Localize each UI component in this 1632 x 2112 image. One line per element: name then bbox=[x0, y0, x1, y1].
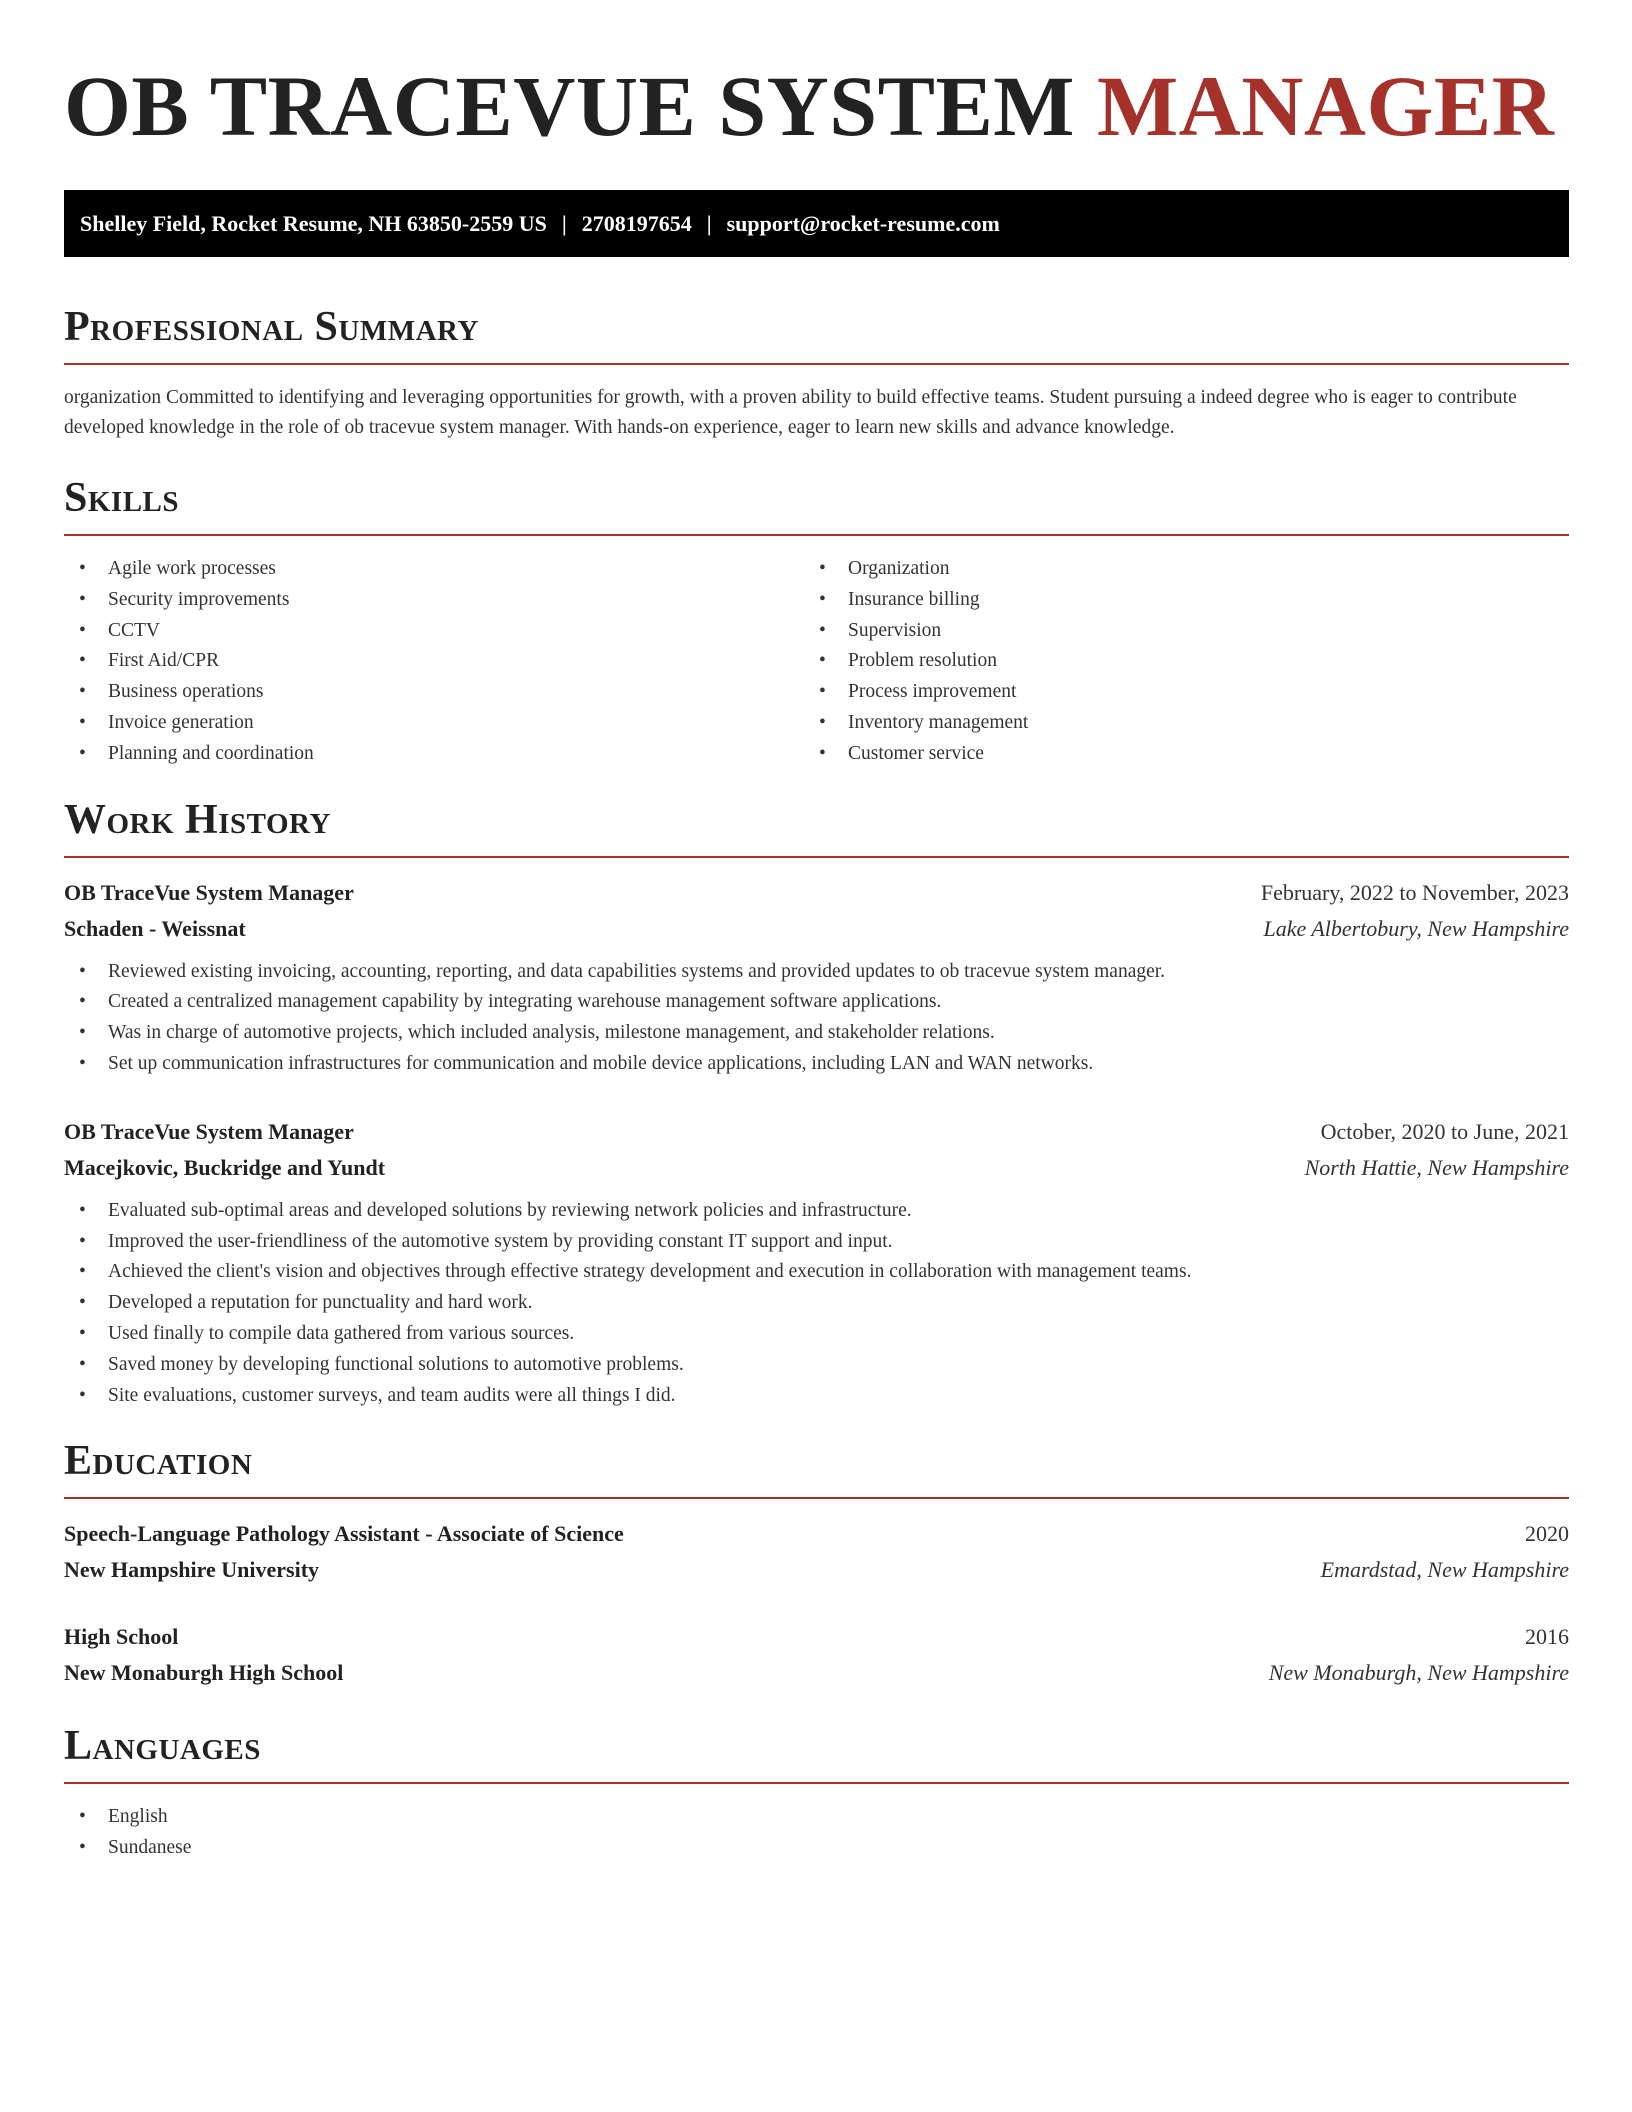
job-company: Schaden - Weissnat bbox=[64, 915, 246, 941]
skill-item: • Insurance billing bbox=[804, 585, 1544, 616]
skill-item: • Agile work processes bbox=[64, 554, 804, 585]
education-school-row bbox=[64, 1655, 1569, 1691]
title-accent: MANAGER bbox=[1096, 58, 1555, 154]
job-location: North Hattie, New Hampshire bbox=[1304, 1154, 1569, 1180]
contact-address: Shelley Field, Rocket Resume, NH 63850-2559 US bbox=[80, 210, 547, 236]
work-history-heading: Work History bbox=[64, 796, 1569, 858]
skill-item: • Business operations bbox=[64, 677, 804, 708]
job-bullet: • Set up communication infrastructures for communication and mobile device applications, including LAN and WAN networks. bbox=[64, 1049, 1569, 1080]
education-school-row bbox=[64, 1552, 1569, 1588]
job-bullet: • Used finally to compile data gathered from various sources. bbox=[64, 1319, 1569, 1350]
education-header-row bbox=[64, 1516, 1569, 1552]
summary-text: organization Committed to identifying and leveraging opportunities for growth, with a proven ability to build effective teams. Student pursuing a indeed degree who is eager to contribute developed knowledge in the role of ob tracevue system manager. With hands-on experience, eager to learn new skills and advance knowledge. bbox=[64, 387, 1517, 438]
job-dates: February, 2022 to November, 2023 bbox=[1260, 879, 1569, 905]
job-bullets bbox=[64, 957, 1569, 1080]
languages-list bbox=[64, 1802, 1569, 1864]
skill-item: • Security improvements bbox=[64, 585, 804, 616]
skill-item: • Organization bbox=[804, 554, 1544, 585]
education-entry bbox=[64, 1619, 1569, 1691]
job-header-row bbox=[64, 875, 1569, 911]
education-entry bbox=[64, 1516, 1569, 1588]
education-school: New Hampshire University bbox=[64, 1557, 320, 1583]
skill-item: • Invoice generation bbox=[64, 708, 804, 739]
education-degree: High School bbox=[64, 1624, 179, 1650]
skill-item: • Supervision bbox=[804, 616, 1544, 647]
job-bullet: • Created a centralized management capability by integrating warehouse management software applications. bbox=[64, 987, 1569, 1018]
resume-page bbox=[64, 0, 1569, 1864]
job-entry bbox=[64, 1114, 1569, 1412]
job-dates: October, 2020 to June, 2021 bbox=[1320, 1118, 1569, 1144]
skills-grid bbox=[64, 554, 1569, 770]
job-title: OB TraceVue System Manager bbox=[64, 1118, 354, 1144]
skill-item: • Inventory management bbox=[804, 708, 1544, 739]
resume-title bbox=[64, 56, 1569, 156]
education-location: Emardstad, New Hampshire bbox=[1320, 1557, 1569, 1583]
job-bullet: • Developed a reputation for punctuality and hard work. bbox=[64, 1288, 1569, 1319]
education-school: New Monaburgh High School bbox=[64, 1660, 344, 1686]
job-bullet: • Achieved the client's vision and objectives through effective strategy development and execution in collaboration with management teams. bbox=[64, 1257, 1569, 1288]
skills-column-right bbox=[804, 554, 1544, 770]
job-bullets bbox=[64, 1196, 1569, 1412]
job-company-row bbox=[64, 1150, 1569, 1186]
education-heading: Education bbox=[64, 1437, 1569, 1499]
job-company: Macejkovic, Buckridge and Yundt bbox=[64, 1154, 386, 1180]
skill-item: • First Aid/CPR bbox=[64, 646, 804, 677]
language-item: • Sundanese bbox=[64, 1833, 1569, 1864]
languages-section bbox=[64, 1722, 1569, 1864]
education-year: 2016 bbox=[1525, 1624, 1569, 1650]
job-title: OB TraceVue System Manager bbox=[64, 879, 354, 905]
contact-separator: | bbox=[706, 210, 712, 236]
skill-item: • Customer service bbox=[804, 739, 1544, 770]
education-section bbox=[64, 1437, 1569, 1691]
skill-item: • Process improvement bbox=[804, 677, 1544, 708]
job-entry bbox=[64, 875, 1569, 1080]
job-bullet: • Site evaluations, customer surveys, and team audits were all things I did. bbox=[64, 1381, 1569, 1412]
language-item: • English bbox=[64, 1802, 1569, 1833]
title-main: OB TRACEVUE SYSTEM bbox=[64, 58, 1075, 154]
skills-heading: Skills bbox=[64, 474, 1569, 536]
contact-email: support@rocket-resume.com bbox=[726, 210, 1000, 236]
work-history-section bbox=[64, 796, 1569, 1412]
summary-section bbox=[64, 303, 1569, 443]
skill-item: • Problem resolution bbox=[804, 646, 1544, 677]
skills-section bbox=[64, 474, 1569, 770]
contact-phone: 2708197654 bbox=[581, 210, 692, 236]
job-header-row bbox=[64, 1114, 1569, 1150]
job-bullet: • Was in charge of automotive projects, which included analysis, milestone management, and stakeholder relations. bbox=[64, 1018, 1569, 1049]
job-bullet: • Evaluated sub-optimal areas and developed solutions by reviewing network policies and infrastructure. bbox=[64, 1196, 1569, 1227]
contact-separator: | bbox=[561, 210, 567, 236]
education-header-row bbox=[64, 1619, 1569, 1655]
education-year: 2020 bbox=[1525, 1521, 1569, 1547]
job-bullet: • Saved money by developing functional solutions to automotive problems. bbox=[64, 1350, 1569, 1381]
summary-heading: Professional Summary bbox=[64, 303, 1569, 365]
contact-bar bbox=[64, 190, 1569, 257]
education-degree: Speech-Language Pathology Assistant - Associate of Science bbox=[64, 1521, 624, 1547]
education-location: New Monaburgh, New Hampshire bbox=[1268, 1660, 1569, 1686]
job-bullet: • Improved the user-friendliness of the automotive system by providing constant IT support and input. bbox=[64, 1227, 1569, 1258]
skill-item: • Planning and coordination bbox=[64, 739, 804, 770]
job-location: Lake Albertobury, New Hampshire bbox=[1263, 915, 1569, 941]
skill-item: • CCTV bbox=[64, 616, 804, 647]
job-bullet: • Reviewed existing invoicing, accounting, reporting, and data capabilities systems and provided updates to ob tracevue system manager. bbox=[64, 957, 1569, 988]
job-company-row bbox=[64, 911, 1569, 947]
languages-heading: Languages bbox=[64, 1722, 1569, 1784]
skills-column-left bbox=[64, 554, 804, 770]
